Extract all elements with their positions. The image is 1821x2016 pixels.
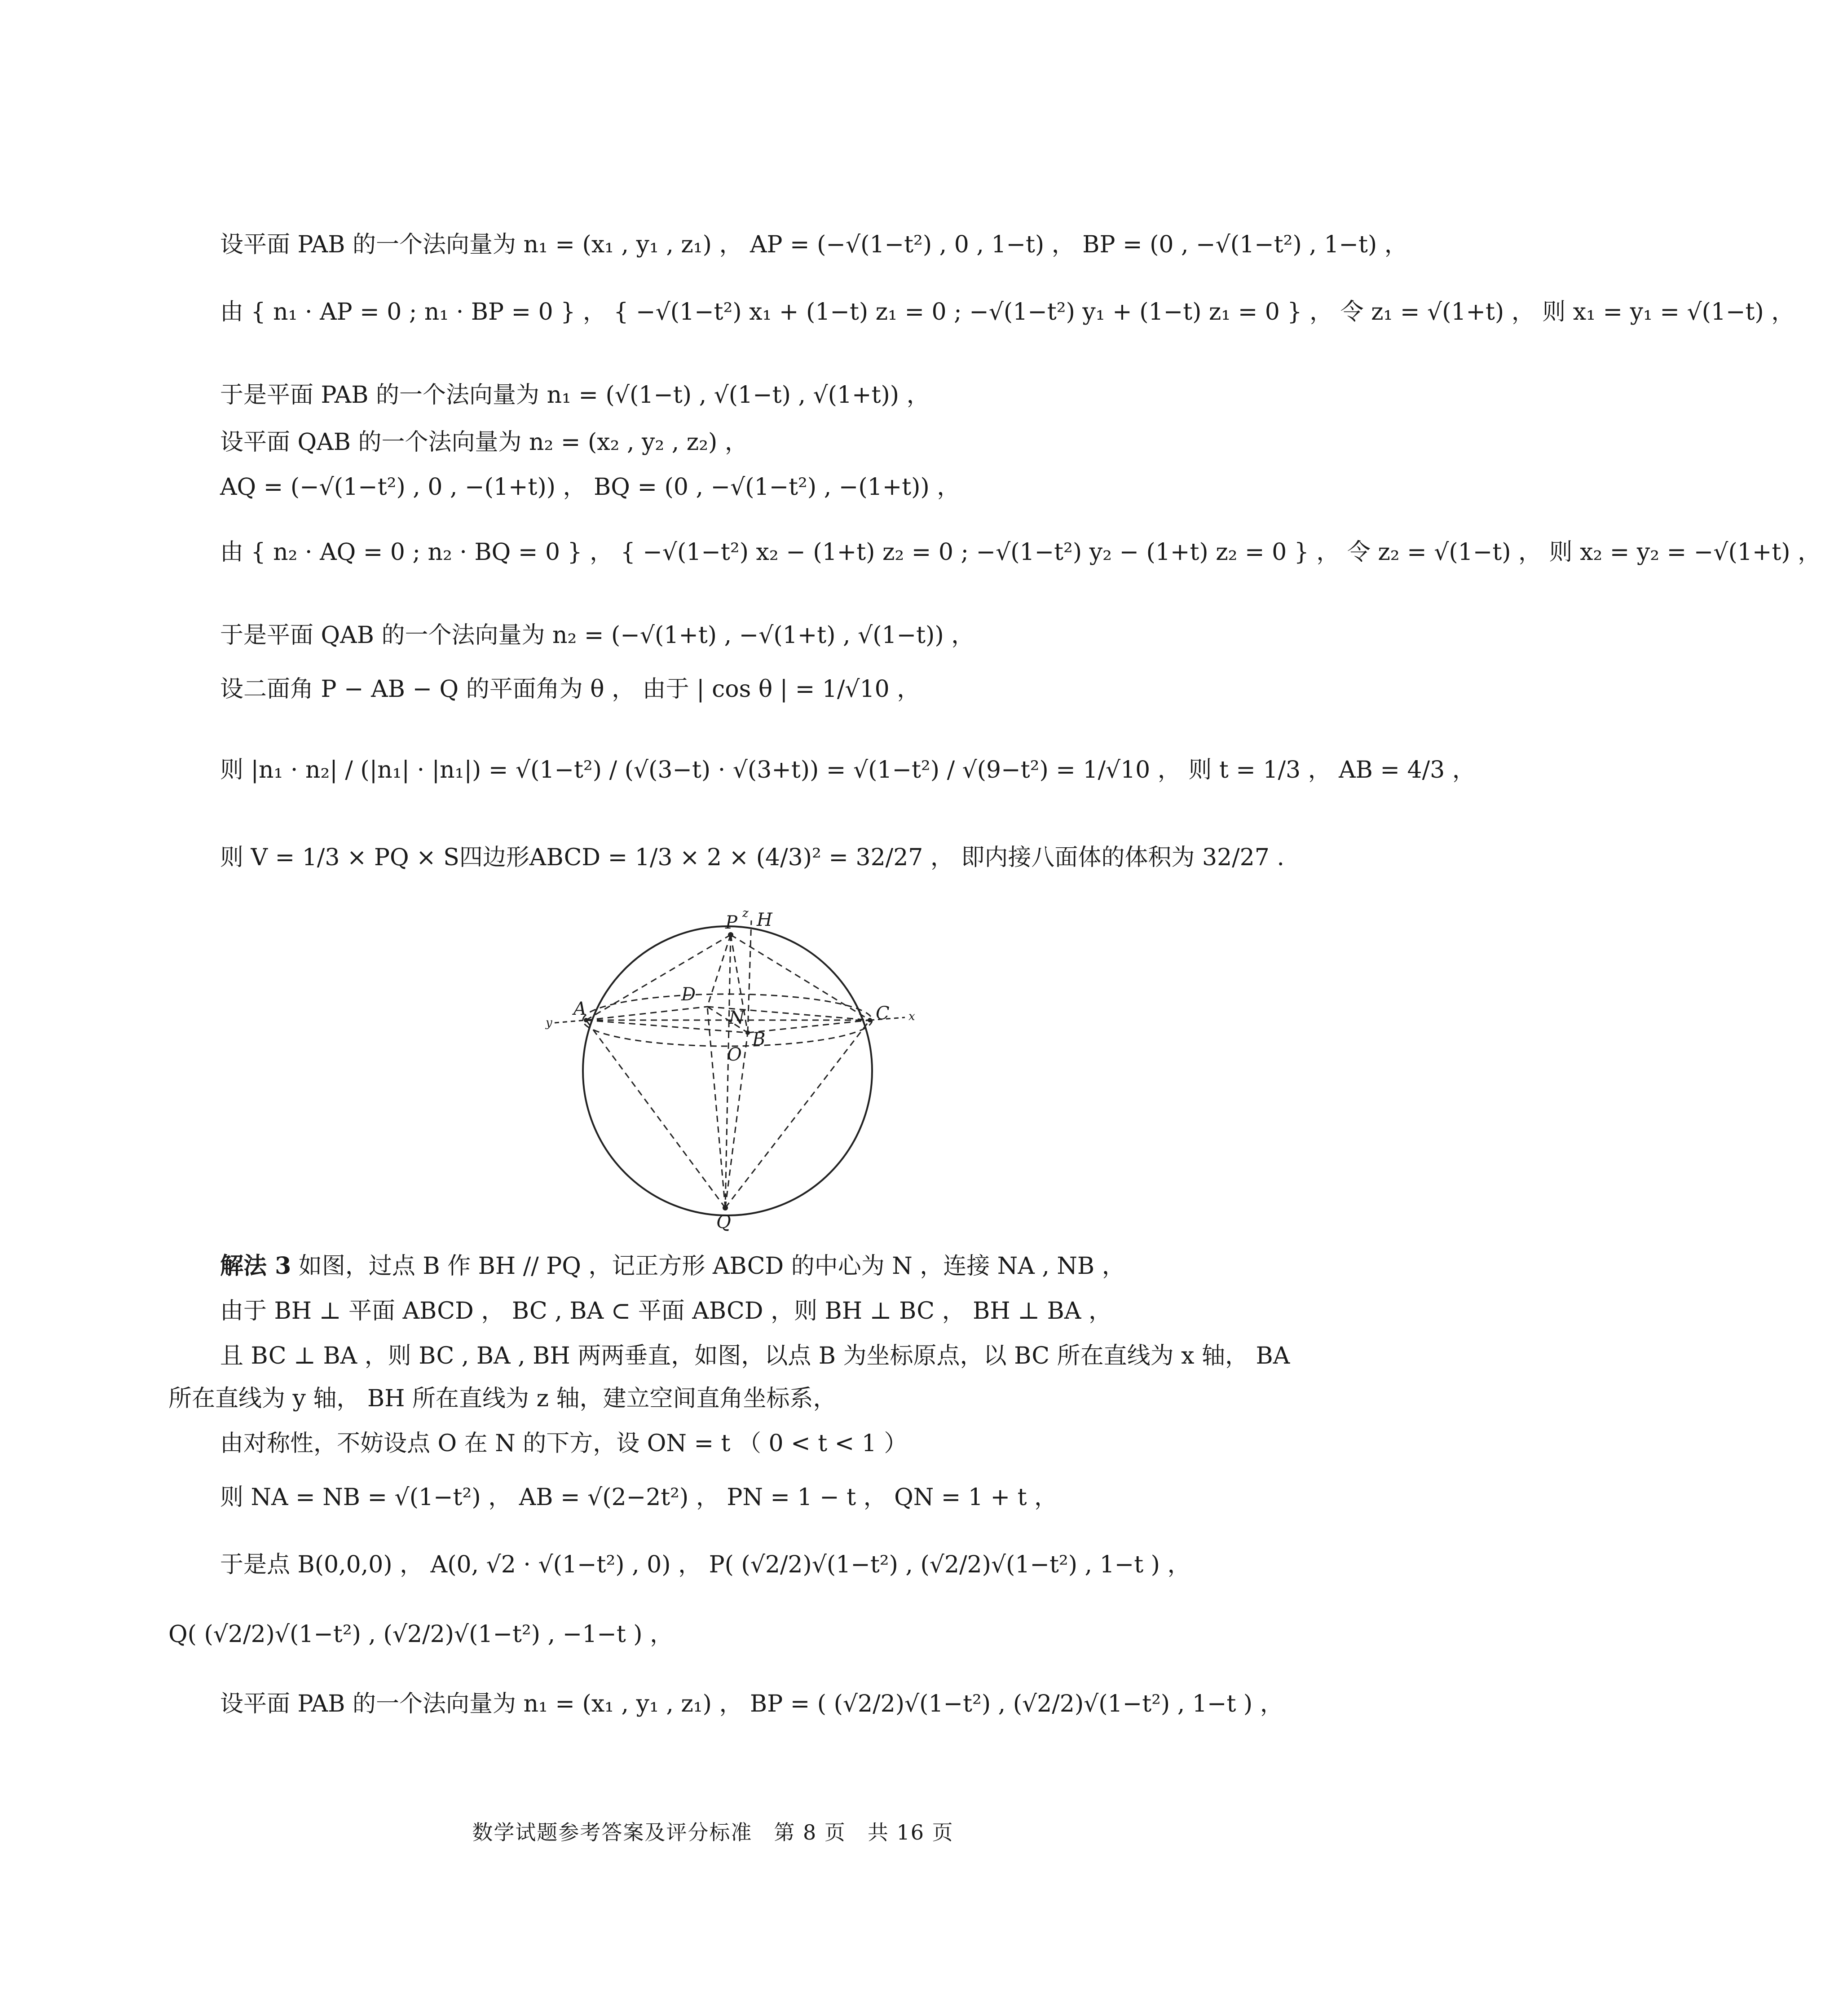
sphere-octahedron-figure [537, 902, 932, 1239]
label-b: B [752, 1029, 766, 1050]
label-h: H [757, 910, 772, 930]
label-a: A [573, 999, 586, 1019]
label-o: O [727, 1044, 742, 1065]
line-n1-result: 于是平面 PAB 的一个法向量为 n₁ = (√(1−t) , √(1−t) , √(1+t)) ， [220, 382, 930, 409]
line-system-pab: 由 { n₁ · AP = 0 ; n₁ · BP = 0 } ， { −√(1−t²) x₁ + (1−t) z₁ = 0 ; −√(1−t²) y₁ + (1−t) z₁ = 0 } ， 令 z₁ = √(1+t) ， 则 x₁ = y₁ = √(1−t) ， [220, 299, 1795, 326]
line-axes-setup: 且 BC ⊥ BA ，则 BC , BA , BH 两两垂直，如图，以点 B 为坐标原点，以 BC 所在直线为 x 轴， BA [220, 1343, 1290, 1369]
line-symmetry: 由对称性，不妨设点 O 在 N 的下方，设 ON = t （ 0 < t < 1 ） [220, 1430, 908, 1457]
label-x: x [908, 1010, 915, 1023]
method3-label: 解法 3 [220, 1252, 291, 1280]
label-z: z [742, 907, 749, 920]
label-d: D [681, 984, 696, 1005]
label-p: P [725, 912, 737, 933]
label-n: N [729, 1008, 745, 1028]
line-axes-setup-cont: 所在直线为 y 轴， BH 所在直线为 z 轴，建立空间直角坐标系， [168, 1385, 837, 1412]
line-aq-bq: AQ = (−√(1−t²) , 0 , −(1+t)) ， BQ = (0 , −√(1−t²) , −(1+t)) ， [220, 474, 961, 501]
line-cos-computation: 则 |n₁ · n₂| / (|n₁| · |n₁|) = √(1−t²) / (√(3−t) · √(3+t)) = √(1−t²) / √(9−t²) = 1/√10 ， 则 t = 1/3 ， AB = 4/3 ， [220, 757, 1476, 784]
page-footer: 数学试题参考答案及评分标准 第 8 页 共 16 页 [472, 1820, 954, 1844]
label-y: y [546, 1016, 552, 1030]
label-q: Q [716, 1212, 731, 1232]
line-lengths: 则 NA = NB = √(1−t²) ， AB = √(2−2t²) ， PN = 1 − t ， QN = 1 + t ， [220, 1484, 1058, 1511]
method3-text: 如图，过点 B 作 BH // PQ ，记正方形 ABCD 的中心为 N ，连接 NA , NB ， [298, 1253, 1125, 1280]
line-normal-vector-qab: 设平面 QAB 的一个法向量为 n₂ = (x₂ , y₂ , z₂) ， [220, 429, 748, 456]
label-c: C [876, 1003, 890, 1024]
line-n2-result: 于是平面 QAB 的一个法向量为 n₂ = (−√(1+t) , −√(1+t) , √(1−t)) ， [220, 622, 975, 649]
sphere-outline [583, 926, 872, 1215]
line-dihedral-angle: 设二面角 P − AB − Q 的平面角为 θ ， 由于 | cos θ | = 1/√10 ， [220, 676, 921, 703]
line-normal-vector-pab-2: 设平面 PAB 的一个法向量为 n₁ = (x₁ , y₁ , z₁) ， BP = ( (√2/2)√(1−t²) , (√2/2)√(1−t²) , 1−t ) ， [220, 1690, 1283, 1717]
line-perpendicular: 由于 BH ⊥ 平面 ABCD ， BC , BA ⊂ 平面 ABCD ，则 BH ⊥ BC ， BH ⊥ BA ， [220, 1298, 1112, 1325]
line-point-q: Q( (√2/2)√(1−t²) , (√2/2)√(1−t²) , −1−t ) ， [168, 1621, 674, 1648]
line-volume: 则 V = 1/3 × PQ × S四边形ABCD = 1/3 × 2 × (4/3)² = 32/27 ， 即内接八面体的体积为 32/27 . [220, 844, 1284, 871]
line-points: 于是点 B(0,0,0) ， A(0, √2 · √(1−t²) , 0) ， P( (√2/2)√(1−t²) , (√2/2)√(1−t²) , 1−t ) ， [220, 1551, 1191, 1578]
y-axis-line [555, 1020, 586, 1023]
line-method3-intro [220, 1253, 1125, 1280]
line-normal-vector-pab: 设平面 PAB 的一个法向量为 n₁ = (x₁ , y₁ , z₁) ， AP = (−√(1−t²) , 0 , 1−t) ， BP = (0 , −√(1−t²) , 1−t) ， [220, 231, 1408, 258]
z-axis-line [748, 920, 751, 1033]
octahedron-diagram [537, 902, 932, 1239]
line-system-qab: 由 { n₂ · AQ = 0 ; n₂ · BQ = 0 } ， { −√(1−t²) x₂ − (1+t) z₂ = 0 ; −√(1−t²) y₂ − (1+t) z₂ = 0 } ， 令 z₂ = √(1−t) ， 则 x₂ = y₂ = −√(1+t) ， [220, 539, 1821, 566]
